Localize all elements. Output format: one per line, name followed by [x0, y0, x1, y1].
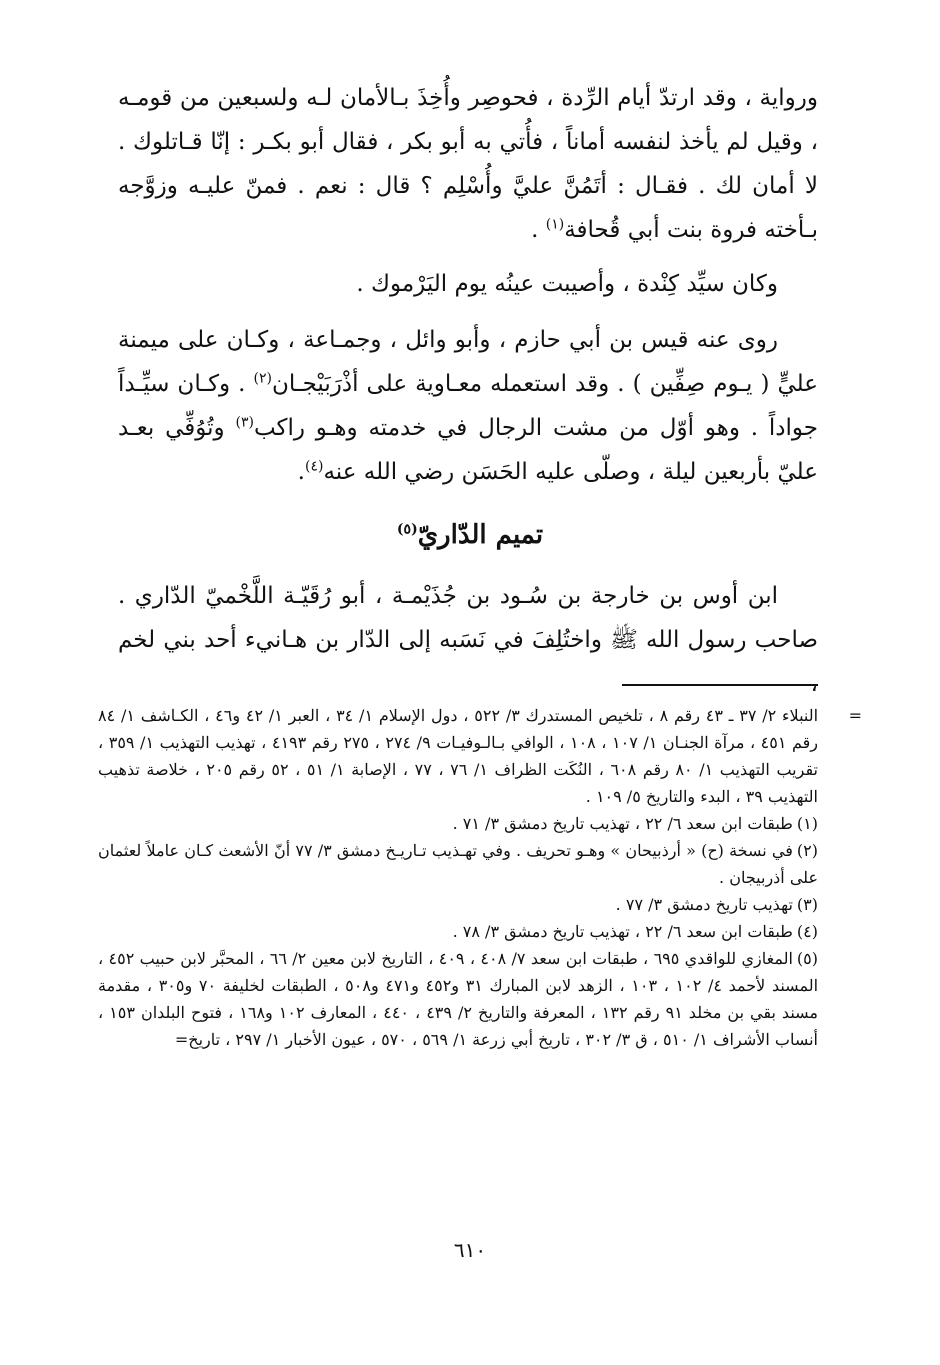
footnote-text: طبقات ابن سعد ٦/ ٢٢ ، تهذيب تاريخ دمشق ٣/ ٧٨ . — [452, 922, 793, 941]
footnote-1 — [98, 810, 818, 837]
footnote-4 — [98, 918, 818, 945]
footnote-reference[interactable]: (٥) — [396, 521, 418, 538]
footnote-2 — [98, 837, 818, 891]
body-text: روى عنه قيس بن أبي حازم ، وأبو وائل ، وجمـاعة ، وكـان على ميمنة عليٍّ ( يـوم صِفِّين ) . وقد استعمله معـاوية على أذْرَبَيْجـان — [118, 327, 818, 397]
footnote-text: في نسخة (ح) « أرذبيحان » وهـو تحريف . وفي تهـذيب تـاريـخ دمشق ٣/ ٧٧ أنّ الأشعث كـان عاملاً لعثمان على أذربيجان . — [98, 841, 818, 887]
footnote-reference[interactable]: (٤) — [304, 458, 324, 475]
section-heading — [0, 520, 940, 550]
body-text: ورواية ، وقد ارتدّ أيام الرِّدة ، فحوصِر وأُخِذَ بـالأمان لـه ولسبعين من قومـه ، وقيل لم يأخذ لنفسه أماناً ، فأُتي به أبو بكر ، فقال أبو بكـر : إنّا قـاتلوك . لا أمان لك . فقـال : أتَمُنَّ عليَّ وأُسْلِم ؟ قال : نعم . فمنّ عليـه وزوَّجه بـأخته فروة بنت أبي قُحافة — [118, 85, 818, 243]
body-text: وكان سيِّد كِنْدة ، وأصيبت عينُه يوم اليَرْموك . — [356, 271, 778, 297]
footnote-number: (١) — [796, 814, 818, 833]
footnote-3 — [98, 891, 818, 918]
footnote-number: (٤) — [796, 922, 818, 941]
footnote-divider — [622, 684, 818, 686]
body-text: ابن أوس بن خارجة بن سُـود بن جُذَيْمـة ، أبو رُقَيّـة اللَّخْميّ الدّاري . صاحب رسول الله ﷺ واختُلِفَ في نَسَبه إلى الدّار بن هـانيء أحد بني لخم ، — [118, 583, 818, 697]
footnote-text: النبلاء ٢/ ٣٧ ـ ٤٣ رقم ٨ ، تلخيص المستدرك ٣/ ٥٢٢ ، دول الإسلام ١/ ٣٤ ، العبر ١/ ٤٢ و٤٦ ، الكـاشف ١/ ٨٤ رقم ٤٥١ ، مرآة الجنـان ١/ ١٠٧ ، ١٠٨ ، الوافي بـالـوفيـات ٩/ ٢٧٤ ، ٢٧٥ رقم ٤١٩٣ ، تهذيب التهذيب ١/ ٣٥٩ ، تقريب التهذيب ١/ ٨٠ رقم ٦٠٨ ، النُكَت الظراف ١/ ٧٦ ، ٧٧ ، الإصابة ١/ ٥١ ، ٥٢ رقم ٢٠٥ ، خلاصة تذهيب التهذيب ٣٩ ، البدء والتاريخ ٥/ ١٠٩ . — [98, 706, 819, 806]
heading-text: تميم الدّاريّ — [417, 520, 544, 550]
body-text: . وكـان سيِّـداً جواداً . وهو أوّل من مشت الرجال في خدمته وهـو راكب — [118, 371, 818, 441]
footnote-number: (٢) — [796, 841, 819, 860]
footnote-text: تهذيب تاريخ دمشق ٣/ ٧٧ . — [615, 895, 793, 914]
footnote-continued — [98, 702, 862, 810]
body-text: . — [297, 459, 305, 485]
footnote-number: (٥) — [796, 949, 818, 968]
body-paragraph-4 — [118, 574, 818, 706]
body-paragraph-2 — [118, 262, 818, 306]
footnote-reference[interactable]: (٣) — [235, 414, 254, 431]
body-text: . — [531, 217, 546, 243]
footnotes-section — [98, 702, 862, 1053]
page-number: ٦١٠ — [453, 1238, 487, 1262]
footnote-number: (٣) — [796, 895, 818, 914]
body-paragraph-1 — [118, 76, 818, 252]
footnote-5 — [98, 945, 818, 1053]
footnote-reference[interactable]: (٢) — [253, 370, 272, 387]
body-text: وتُوُفِّي بعـد عليّ بأربعين ليلة ، وصلّى عليه الحَسَن رضي الله عنه — [118, 415, 818, 485]
body-paragraph-3 — [118, 318, 818, 494]
footnote-text: طبقات ابن سعد ٦/ ٢٢ ، تهذيب تاريخ دمشق ٣/ ٧١ . — [452, 814, 793, 833]
footnote-text: المغازي للواقدي ٦٩٥ ، طبقات ابن سعد ٧/ ٤٠٨ ، ٤٠٩ ، التاريخ لابن معين ٢/ ٦٦ ، المحبَّر لابن حبيب ٤٥٢ ، المسند لأحمد ٤/ ١٠٢ ، ١٠٣ ، الزهد لابن المبارك ٣١ و٤٥٢ و٤٧١ و٥٠٨ ، الطبقات لخليفة ٧٠ و٣٠٥ ، مقدمة مسند بقي بن مخلد ٩١ رقم ١٣٢ ، المعرفة والتاريخ ٢/ ٤٣٩ ، ٤٤٠ ، المعارف ١٠٢ و١٦٨ ، فتوح البلدان ١٥٣ ، أنساب الأشراف ١/ ٥١٠ ، ق ٣/ ٣٠٢ ، تاريخ أبي زرعة ١/ ٥٦٩ ، ٥٧٠ ، عيون الأخبار ١/ ٢٩٧ ، تاريخ= — [98, 949, 819, 1049]
continuation-mark: = — [848, 706, 862, 725]
footnote-reference[interactable]: (١) — [545, 216, 565, 233]
